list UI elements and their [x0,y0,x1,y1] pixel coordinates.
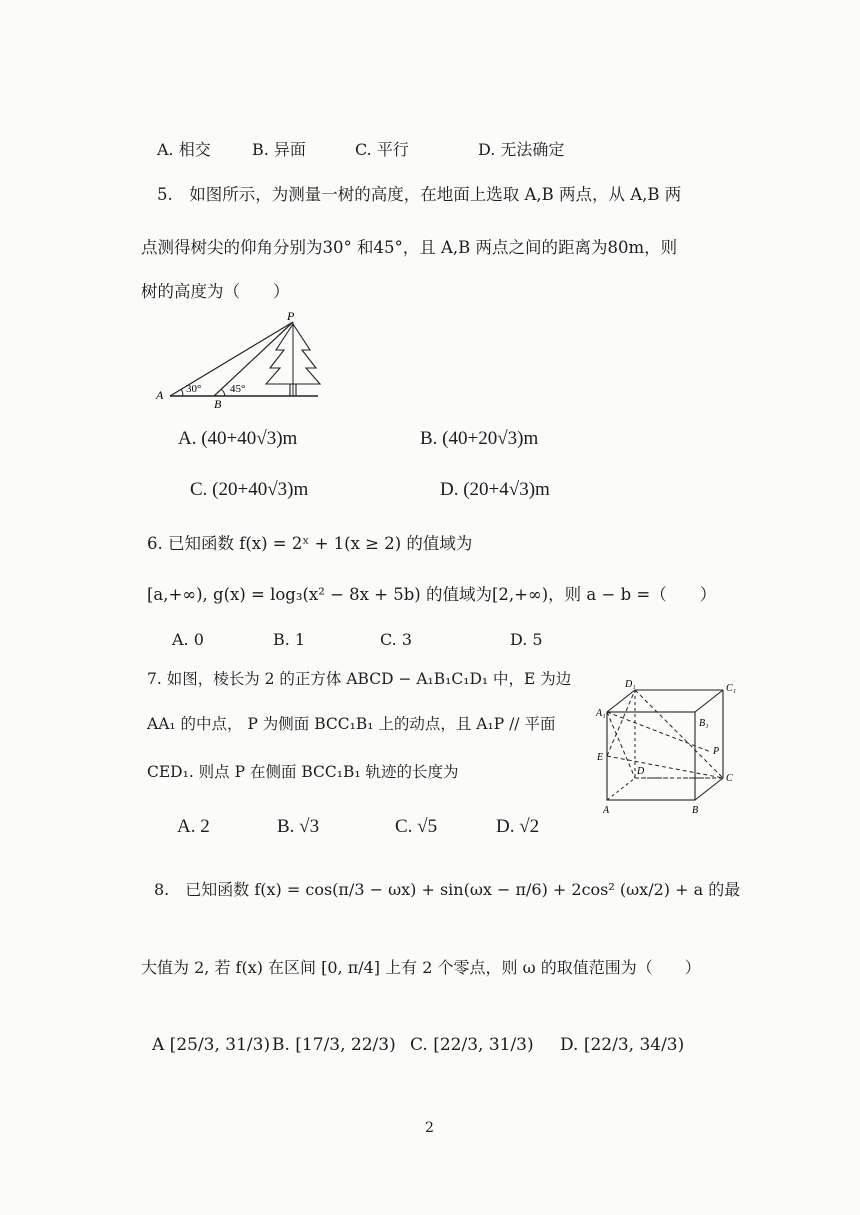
q7-label-c1: C₁ [726,683,737,694]
q8-option-d: D. [22/3, 34/3) [560,1035,685,1055]
q7-label-c: C [726,773,733,784]
q7-label-e: E [597,752,604,763]
q7-label-b: B [692,805,699,816]
q7-option-a: A. 2 [177,816,210,837]
q5-label-p: P [287,309,295,323]
q7-stem-line2: AA₁ 的中点， P 为侧面 BCC₁B₁ 上的动点，且 A₁P // 平面 [147,715,556,733]
q7-option-c: C. √5 [395,816,438,837]
q4-option-a: A. 相交 [157,140,211,159]
q5-label-b: B [214,397,222,411]
q5-option-c: C. (20+40√3)m [190,479,309,500]
q6-stem-line2: [a,+∞), g(x) = log₃(x² − 8x + 5b) 的值域为[2,+∞)，则 a − b =（ ） [147,585,717,604]
q5-label-angle1: 30° [186,383,202,395]
q4-option-c: C. 平行 [355,140,409,159]
q4-option-d: D. 无法确定 [478,140,565,159]
q7-label-b1: B₁ [699,718,709,729]
q8-option-b: B. [17/3, 22/3) [272,1035,396,1055]
q7-label-a: A [603,805,610,816]
q4-option-b: B. 异面 [252,140,306,159]
q7-label-d: D [637,766,645,777]
q5-option-a: A. (40+40√3)m [178,428,298,449]
q5-option-b: B. (40+20√3)m [420,428,539,449]
q6-option-c: C. 3 [380,630,413,649]
q7-cube-figure [595,680,745,820]
q7-stem-line1: 7. 如图，棱长为 2 的正方体 ABCD − A₁B₁C₁D₁ 中，E 为边 [147,670,572,688]
q8-stem-line1: 8. 已知函数 f(x) = cos(π/3 − ωx) + sin(ωx − π/6) + 2cos² (ωx/2) + a 的最 [154,880,741,899]
q5-label-angle2: 45° [230,383,246,395]
q5-tree-figure [150,310,350,410]
q5-option-d: D. (20+4√3)m [440,479,550,500]
q8-stem-line2: 大值为 2, 若 f(x) 在区间 [0, π/4] 上有 2 个零点，则 ω 的取值范围为（ ） [141,958,701,977]
q5-stem-line1: 5. 如图所示，为测量一树的高度，在地面上选取 A,B 两点，从 A,B 两 [157,185,682,204]
q6-stem-line1: 6. 已知函数 f(x) = 2ˣ + 1(x ≥ 2) 的值域为 [147,534,473,553]
q7-option-d: D. √2 [496,816,540,837]
q7-option-b: B. √3 [277,816,320,837]
q6-option-b: B. 1 [273,630,306,649]
q5-stem-line2: 点测得树尖的仰角分别为30° 和45°，且 A,B 两点之间的距离为80m，则 [141,238,678,257]
q7-stem-line3: CED₁. 则点 P 在侧面 BCC₁B₁ 轨迹的长度为 [147,763,459,781]
q6-option-d: D. 5 [510,630,543,649]
q7-label-d1: D₁ [625,679,636,690]
q8-option-c: C. [22/3, 31/3) [410,1035,534,1055]
page-number: 2 [425,1120,434,1136]
q7-label-a1: A₁ [596,708,606,719]
q7-label-p: P [713,746,720,757]
q8-option-a: A [25/3, 31/3) [152,1035,271,1055]
q5-stem-line3: 树的高度为（ ） [141,282,290,301]
q5-label-a: A [156,388,164,402]
q6-option-a: A. 0 [172,630,204,649]
